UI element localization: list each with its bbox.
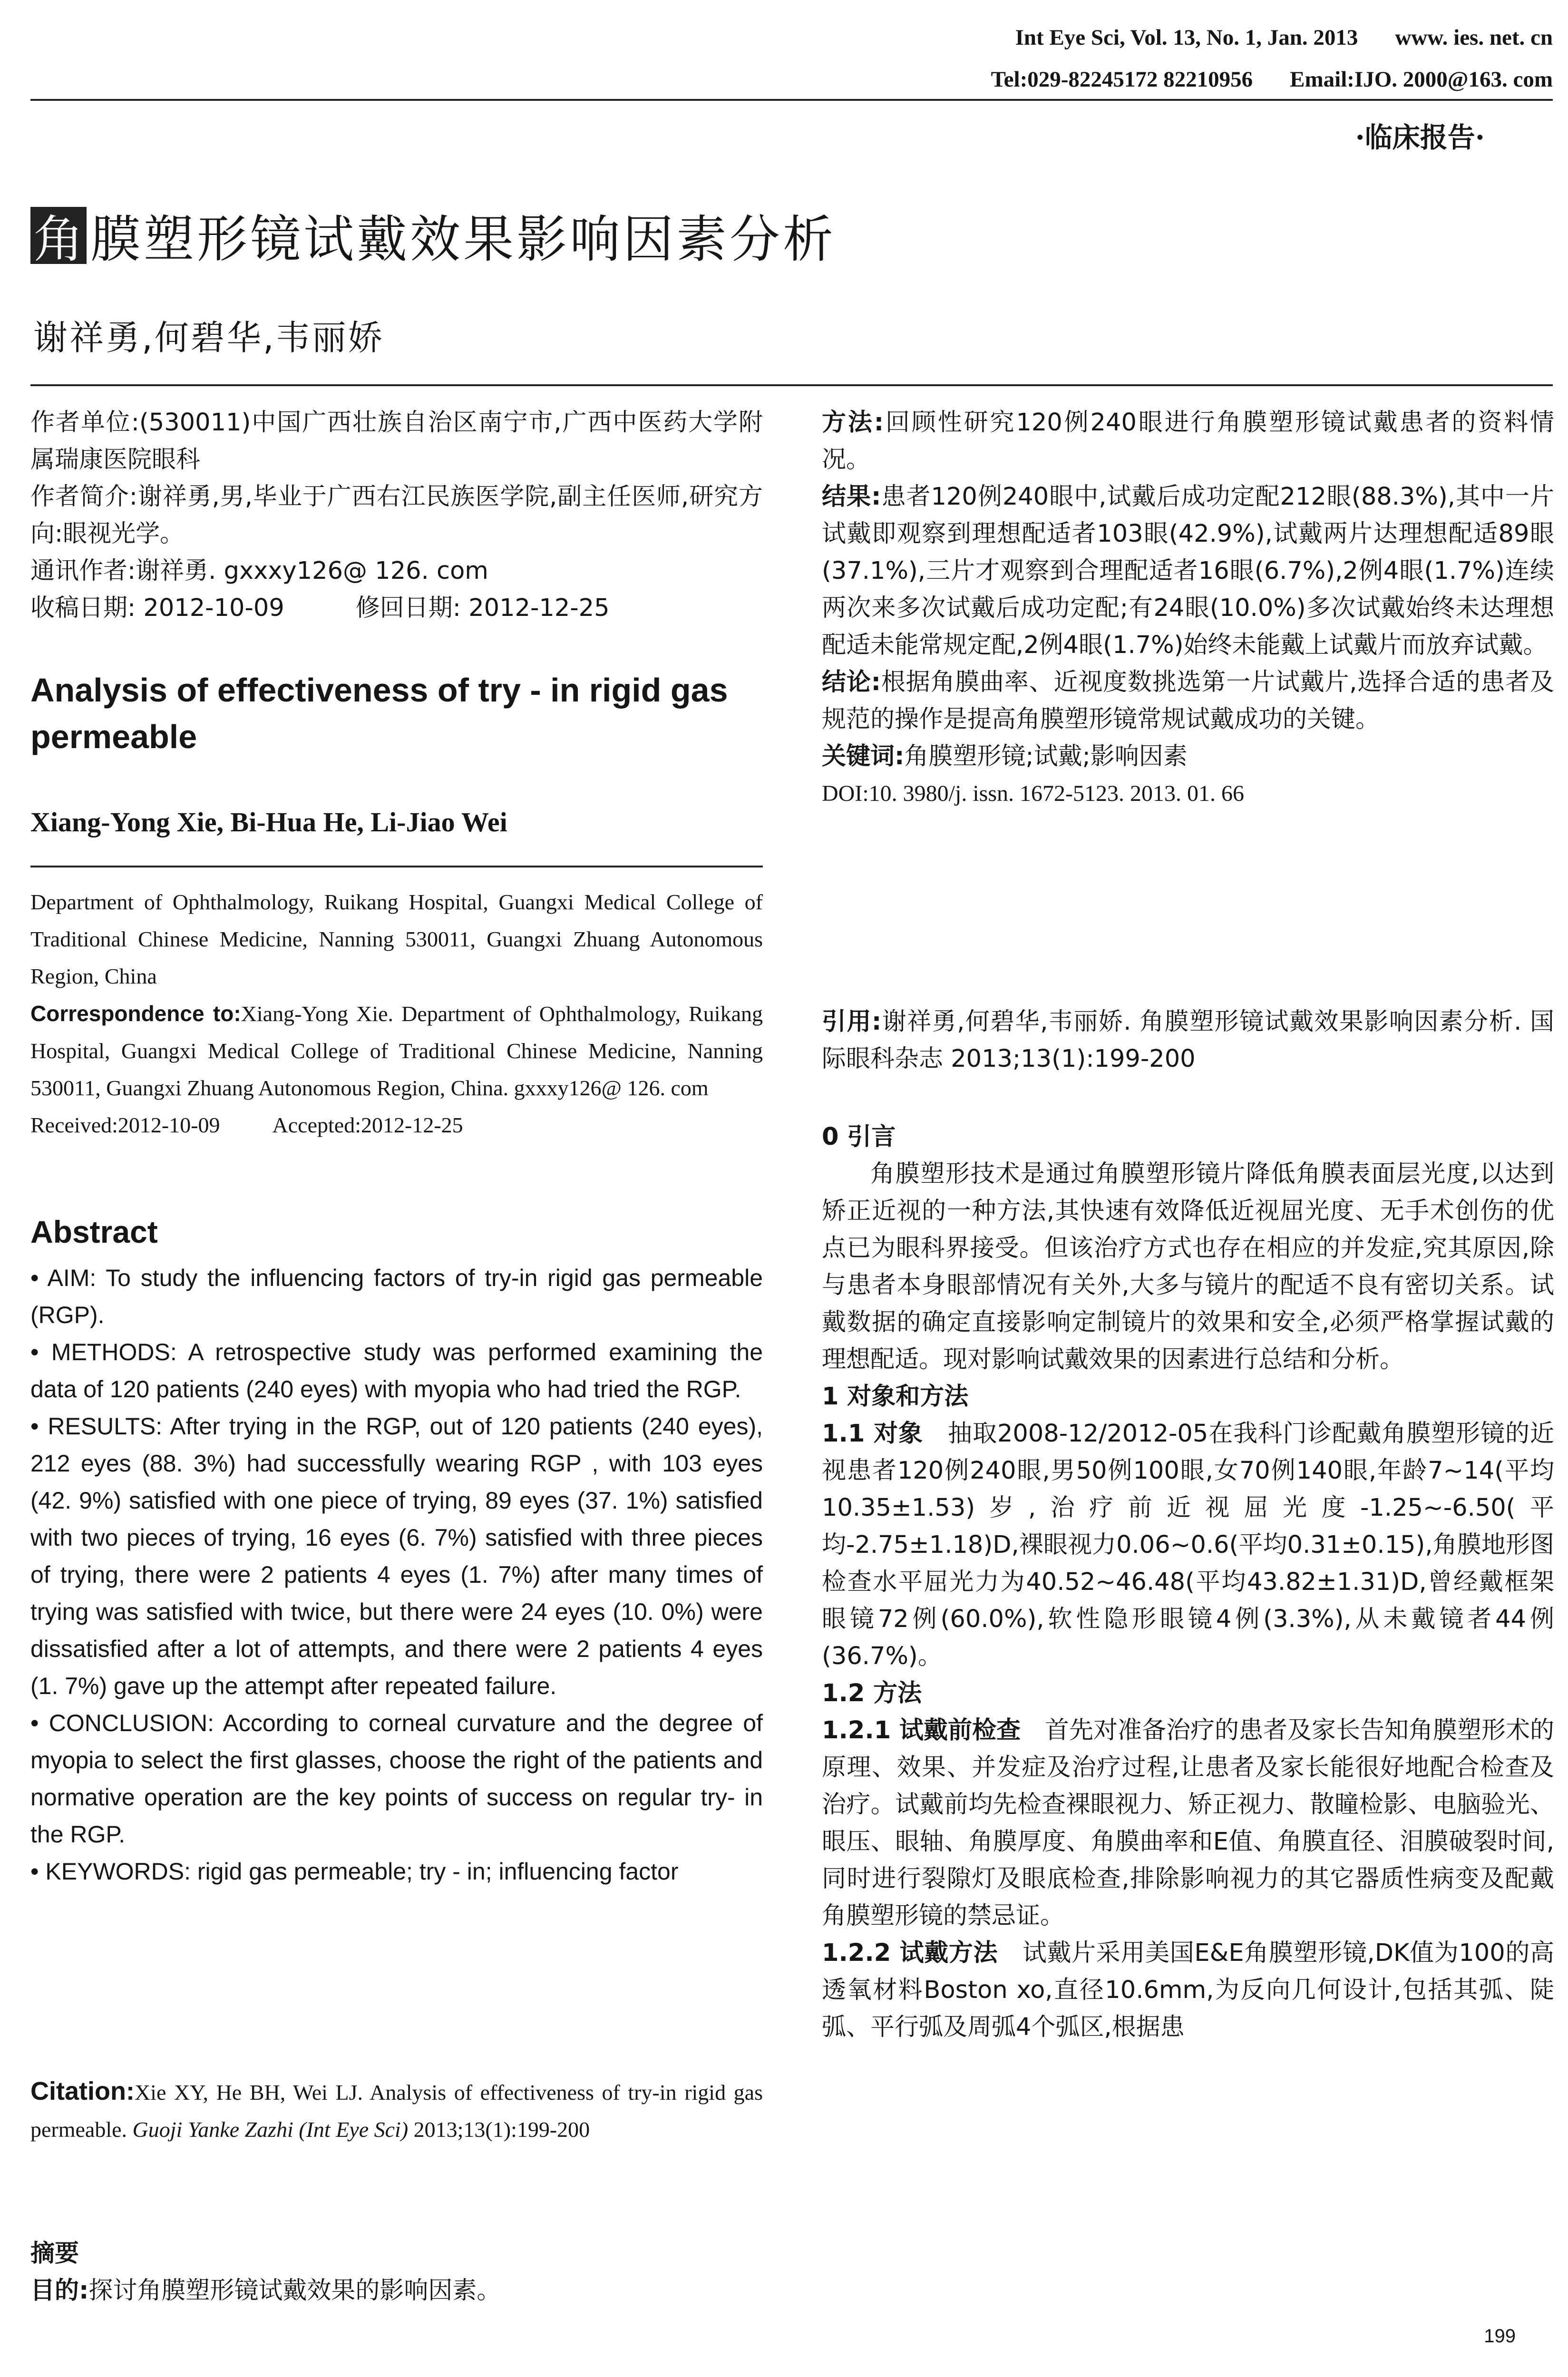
abstract-heading: Abstract	[30, 1214, 158, 1249]
title-text: 膜塑形镜试戴效果影响因素分析	[90, 210, 836, 269]
author-bio: 作者简介:谢祥勇,男,毕业于广西右江民族医学院,副主任医师,研究方向:眼视光学。	[30, 483, 763, 548]
section-1-2-heading: 1.2 方法	[822, 1679, 922, 1707]
authors-cn: 谢祥勇,何碧华,韦丽娇	[33, 318, 384, 358]
mudi-text: 探讨角膜塑形镜试戴效果的影响因素。	[88, 2277, 501, 2305]
page-number: 199	[1484, 2326, 1516, 2347]
article-body	[822, 1119, 1554, 2046]
jielun-label: 结论:	[822, 668, 881, 696]
running-header-line2	[991, 65, 1553, 94]
abstract-keywords: • KEYWORDS: rigid gas permeable; try - in; influencing factor	[30, 1858, 679, 1885]
authors-rule	[30, 866, 763, 867]
article-title	[30, 200, 836, 271]
section-1-1-label: 1.1 对象	[822, 1420, 924, 1448]
keywords-cn-text: 角膜塑形镜;试戴;影响因素	[904, 742, 1188, 770]
citation	[30, 2073, 763, 2148]
yinyong-label: 引用:	[822, 1008, 882, 1036]
section-1-2-1-label: 1.2.1 试戴前检查	[822, 1716, 1021, 1744]
section-1-2-1-text: 首先对准备治疗的患者及家长告知角膜塑形术的原理、效果、并发症及治疗过程,让患者及家长能很好地配合检查及治疗。试戴前均先检查裸眼视力、矫正视力、散瞳检影、电脑验光、眼压、眼轴、角膜厚度、角膜曲率和E值、角膜直径、泪膜破裂时间,同时进行裂隙灯及眼底检查,排除影响视力的其它器质性病变及配戴角膜塑形镜的禁忌证。	[822, 1716, 1554, 1930]
title-rule	[30, 384, 1553, 386]
chinese-abstract-continued	[822, 404, 1554, 812]
author-info	[30, 404, 763, 627]
journal-phone: Tel:029-82245172 82210956	[991, 67, 1253, 92]
mudi-label: 目的:	[30, 2277, 89, 2305]
section-1-2-2-label: 1.2.2 试戴方法	[822, 1939, 998, 1967]
citation-text: Xie XY, He BH, Wei LJ. Analysis of effectiveness of try-in rigid gas permeable.	[30, 2080, 763, 2142]
english-dates	[30, 1107, 763, 1144]
header-rule	[30, 99, 1553, 101]
keywords-cn-label: 关键词:	[822, 742, 905, 770]
correspondence-label: Correspondence to:	[30, 1001, 241, 1026]
english-department: Department of Ophthalmology, Ruikang Hospital, Guangxi Medical College of Traditional Chinese Medicine, Nanning 530011, Guangxi Zhuang Autonomous Region, China	[30, 890, 763, 988]
english-correspondence	[30, 995, 763, 1107]
running-header-line1	[1015, 23, 1553, 52]
received-date-en: Received:2012-10-09	[30, 1113, 220, 1137]
journal-email: Email:IJO. 2000@163. com	[1290, 67, 1553, 92]
dates-cn	[30, 590, 763, 627]
citation-label: Citation:	[30, 2077, 135, 2105]
jieguo-label: 结果:	[822, 483, 881, 511]
english-affiliation	[30, 884, 763, 1144]
corresponding-author: 通讯作者:谢祥勇. gxxxy126@ 126. com	[30, 557, 488, 585]
section-1-heading: 1 对象和方法	[822, 1383, 969, 1411]
zhaiyao-heading: 摘要	[30, 2240, 79, 2268]
citation-journal: Guoji Yanke Zazhi (Int Eye Sci)	[132, 2117, 409, 2142]
chinese-abstract	[30, 2235, 763, 2309]
fangfa-text: 回顾性研究120例240眼进行角膜塑形镜试戴患者的资料情况。	[822, 409, 1554, 474]
revised-date-cn: 修回日期: 2012-12-25	[355, 594, 610, 622]
abstract-methods: • METHODS: A retrospective study was performed examining the data of 120 patients (240 eyes) with myopia who had tried the RGP.	[30, 1339, 763, 1403]
section-1-2-2-text: 试戴片采用美国E&E角膜塑形镜,DK值为100的高透氧材料Boston xo,直径10.6mm,为反向几何设计,包括其弧、陡弧、平行弧及周弧4个弧区,根据患	[822, 1939, 1554, 2041]
english-title: Analysis of effectiveness of try - in rigid gas permeable	[30, 672, 728, 755]
english-authors: Xiang-Yong Xie, Bi-Hua He, Li-Jiao Wei	[30, 807, 507, 838]
title-first-char: 角	[30, 207, 87, 264]
abstract-results: • RESULTS: After trying in the RGP, out of 120 patients (240 eyes), 212 eyes (88. 3%) had successfully wearing RGP , with 103 eyes (42. 9%) satisfied with one piece of trying, 89 eyes (37. 1%) satisfied with two pieces of trying, 16 eyes (6. 7%) satisfied with three pieces of trying, there were 2 patients 4 eyes (1. 7%) after many times of trying was satisfied with twice, but there were 24 eyes (10. 0%) were dissatisfied after a lot of attempts, and there were 2 patients 4 eyes (1. 7%) gave up the attempt after repeated failure.	[30, 1413, 763, 1699]
journal-citation: Int Eye Sci, Vol. 13, No. 1, Jan. 2013	[1015, 25, 1358, 50]
section-0-heading: 0 引言	[822, 1123, 896, 1151]
journal-website: www. ies. net. cn	[1395, 25, 1553, 50]
jieguo-text: 患者120例240眼中,试戴后成功定配212眼(88.3%),其中一片试戴即观察到理想配适者103眼(42.9%),试戴两片达理想配适89眼(37.1%),三片才观察到合理配适者16眼(6.7%),2例4眼(1.7%)连续两次来多次试戴后成功定配;有24眼(10.0%)多次试戴始终未达理想配适未能常规定配,2例4眼(1.7%)始终未能戴上试戴片而放弃试戴。	[822, 483, 1555, 659]
section-1-1-text: 抽取2008-12/2012-05在我科门诊配戴角膜塑形镜的近视患者120例240眼,男50例100眼,女70例140眼,年龄7~14(平均10.35±1.53)岁,治疗前近视屈光度-1.25~-6.50(平均-2.75±1.18)D,裸眼视力0.06~0.6(平均0.31±0.15),角膜地形图检查水平屈光力为40.52~46.48(平均43.82±1.31)D,曾经戴框架眼镜72例(60.0%),软性隐形眼镜4例(3.3%),从未戴镜者44例(36.7%)。	[822, 1420, 1554, 1670]
abstract-aim: • AIM: To study the influencing factors of try-in rigid gas permeable (RGP).	[30, 1265, 763, 1328]
abstract-body	[30, 1259, 763, 1890]
yinyong-text: 谢祥勇,何碧华,韦丽娇. 角膜塑形镜试戴效果影响因素分析. 国际眼科杂志 2013;13(1):199-200	[822, 1008, 1554, 1073]
jielun-text: 根据角膜曲率、近视度数挑选第一片试戴片,选择合适的患者及规范的操作是提高角膜塑形镜常规试戴成功的关键。	[822, 668, 1554, 733]
received-date-cn: 收稿日期: 2012-10-09	[30, 594, 284, 622]
chinese-citation	[822, 1003, 1554, 1078]
doi: DOI:10. 3980/j. issn. 1672-5123. 2013. 01. 66	[822, 781, 1244, 806]
abstract-conclusion: • CONCLUSION: According to corneal curvature and the degree of myopia to select the first glasses, choose the right of the patients and normative operation are the key points of success on regular try- in the RGP.	[30, 1710, 763, 1848]
accepted-date-en: Accepted:2012-12-25	[272, 1113, 463, 1137]
correspondence-text: Xiang-Yong Xie. Department of Ophthalmology, Ruikang Hospital, Guangxi Medical College of Traditional Chinese Medicine, Nanning 530011, Guangxi Zhuang Autonomous Region, China. gxxxy126@ 126. com	[30, 1002, 763, 1100]
affiliation: 作者单位:(530011)中国广西壮族自治区南宁市,广西中医药大学附属瑞康医院眼科	[30, 409, 763, 474]
fangfa-label: 方法:	[822, 409, 884, 437]
intro-paragraph: 角膜塑形技术是通过角膜塑形镜片降低角膜表面层光度,以达到矫正近视的一种方法,其快速有效降低近视屈光度、无手术创伤的优点已为眼科界接受。但该治疗方式也存在相应的并发症,究其原因,除与患者本身眼部情况有关外,大多与镜片的配适不良有密切关系。试戴数据的确定直接影响定制镜片的效果和安全,必须严格掌握试戴的理想配适。现对影响试戴效果的因素进行总结和分析。	[822, 1160, 1554, 1374]
citation-volume: 2013;13(1):199-200	[408, 2117, 590, 2142]
section-label: ·临床报告·	[1355, 121, 1485, 154]
